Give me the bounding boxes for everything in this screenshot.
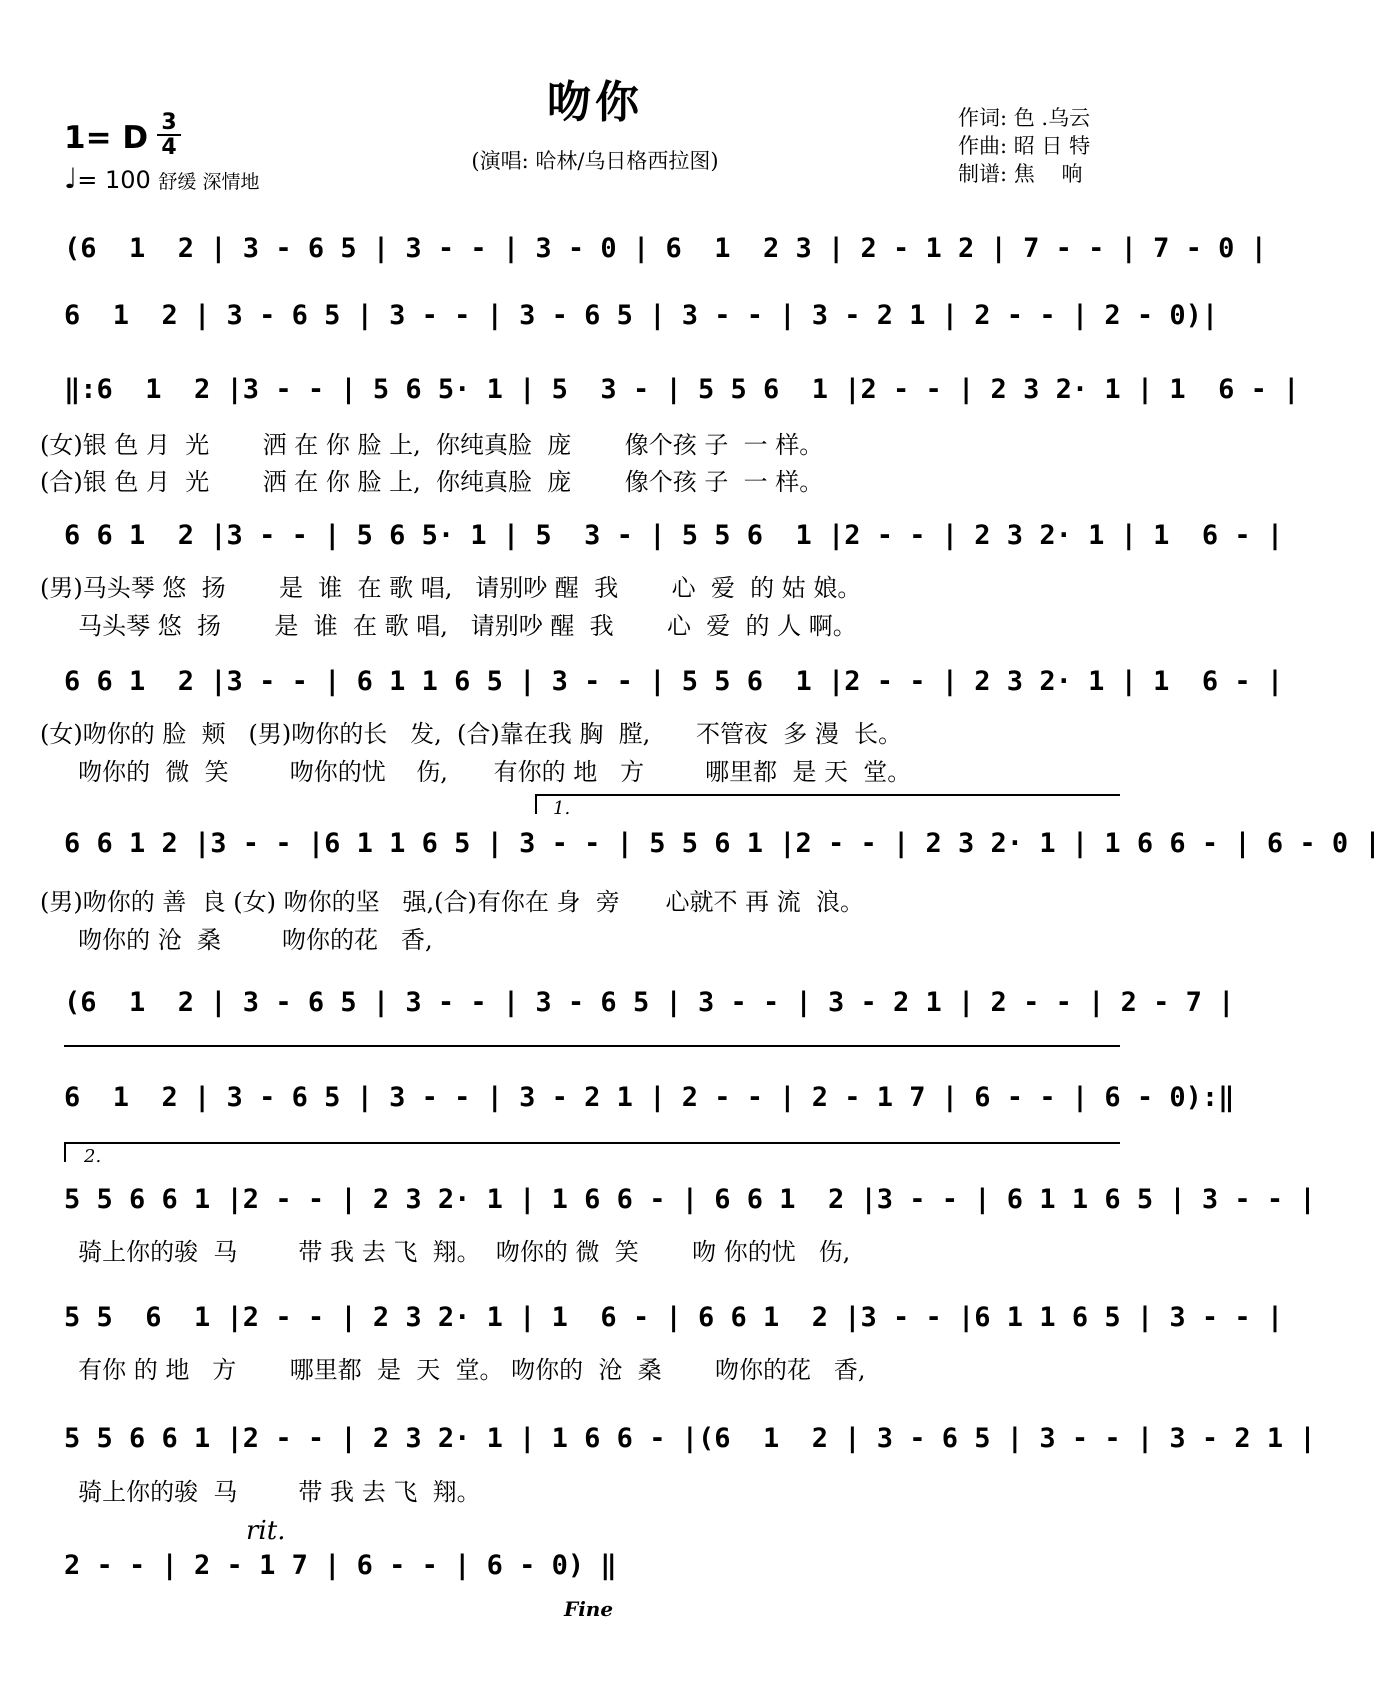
lyric-line-10: 有你 的 地 方 哪里都 是 天 堂。 吻你的 沧 桑 吻你的花 香, [40, 1356, 866, 1384]
singer-credit: (演唱: 哈林/乌日格西拉图) [471, 149, 719, 173]
ending-2-label: 2. [84, 1146, 102, 1167]
notation-row-4: 6 6 1 2 |3 - - | 5 6 5· 1 | 5 3 - | 5 5 6 1 |2 - - | 2 3 2· 1 | 1 6 - | [64, 520, 1284, 551]
ending-2-bracket-edge [64, 1142, 66, 1162]
lyric-line-4: 马头琴 悠 扬 是 谁 在 歌 唱, 请别吵 醒 我 心 爱 的 人 啊。 [40, 612, 857, 640]
song-title: 吻你 [547, 77, 643, 128]
notation-row-7: (6 1 2 | 3 - 6 5 | 3 - - | 3 - 6 5 | 3 - - | 3 - 2 1 | 2 - - | 2 - 7 | [64, 987, 1235, 1018]
transcriber: 制谱: 焦 响 [958, 162, 1083, 186]
lyric-line-2: (合)银 色 月 光 洒 在 你 脸 上, 你纯真脸 庞 像个孩 子 一 样。 [40, 468, 824, 496]
notation-row-3: ‖:6 1 2 |3 - - | 5 6 5· 1 | 5 3 - | 5 5 6 1 |2 - - | 2 3 2· 1 | 1 6 - | [64, 374, 1300, 405]
lyric-line-3: (男)马头琴 悠 扬 是 谁 在 歌 唱, 请别吵 醒 我 心 爱 的 姑 娘。 [40, 574, 862, 602]
composer: 作曲: 昭 日 特 [958, 134, 1091, 158]
tempo-marking [64, 162, 259, 195]
ending-1-extension [64, 1045, 1120, 1047]
ending-1-bracket [535, 794, 1120, 796]
ritardando-mark: rit. [246, 1516, 286, 1546]
time-sig-bottom: 4 [161, 135, 177, 160]
notation-row-5: 6 6 1 2 |3 - - | 6 1 1 6 5 | 3 - - | 5 5 6 1 |2 - - | 2 3 2· 1 | 1 6 - | [64, 666, 1284, 697]
credits [958, 104, 1090, 188]
lyric-line-8: 吻你的 沧 桑 吻你的花 香, [40, 926, 433, 954]
notation-row-12: 2 - - | 2 - 1 7 | 6 - - | 6 - 0) ‖ [64, 1550, 617, 1581]
notation-row-11: 5 5 6 6 1 |2 - - | 2 3 2· 1 | 1 6 6 - |(6 1 2 | 3 - 6 5 | 3 - - | 3 - 2 1 | [64, 1423, 1316, 1454]
notation-row-2: 6 1 2 | 3 - 6 5 | 3 - - | 3 - 6 5 | 3 - - | 3 - 2 1 | 2 - - | 2 - 0)| [64, 300, 1219, 331]
quarter-note-icon: ♩ [64, 162, 78, 195]
fine-mark: Fine [564, 1597, 614, 1621]
lyric-line-9: 骑上你的骏 马 带 我 去 飞 翔。 吻你的 微 笑 吻 你的忧 伤, [40, 1238, 851, 1266]
notation-row-9: 5 5 6 6 1 |2 - - | 2 3 2· 1 | 1 6 6 - | 6 6 1 2 |3 - - | 6 1 1 6 5 | 3 - - | [64, 1184, 1316, 1215]
lyric-line-11: 骑上你的骏 马 带 我 去 飞 翔。 [40, 1478, 481, 1506]
lyric-line-7: (男)吻你的 善 良 (女) 吻你的坚 强,(合)有你在 身 旁 心就不 再 流 浪。 [40, 888, 865, 916]
lyric-line-6: 吻你的 微 笑 吻你的忧 伤, 有你的 地 方 哪里都 是 天 堂。 [40, 758, 912, 786]
notation-row-1: (6 1 2 | 3 - 6 5 | 3 - - | 3 - 0 | 6 1 2 3 | 2 - 1 2 | 7 - - | 7 - 0 | [64, 233, 1267, 264]
notation-row-6: 6 6 1 2 |3 - - |6 1 1 6 5 | 3 - - | 5 5 6 1 |2 - - | 2 3 2· 1 | 1 6 6 - | 6 - 0 | [64, 828, 1381, 859]
time-signature [157, 112, 181, 158]
ending-2-bracket [64, 1142, 1120, 1144]
lyric-line-5: (女)吻你的 脸 颊 (男)吻你的长 发, (合)靠在我 胸 膛, 不管夜 多 漫 长。 [40, 720, 903, 748]
time-sig-top: 3 [161, 110, 177, 135]
notation-row-10: 5 5 6 1 |2 - - | 2 3 2· 1 | 1 6 - | 6 6 1 2 |3 - - |6 1 1 6 5 | 3 - - | [64, 1302, 1284, 1333]
tempo-value: = 100 [77, 166, 151, 194]
notation-row-8: 6 1 2 | 3 - 6 5 | 3 - - | 3 - 2 1 | 2 - - | 2 - 1 7 | 6 - - | 6 - 0):‖ [64, 1082, 1235, 1113]
key-signature: 1= D [64, 120, 149, 156]
lyric-line-1: (女)银 色 月 光 洒 在 你 脸 上, 你纯真脸 庞 像个孩 子 一 样。 [40, 431, 824, 459]
lyricist: 作词: 色 .乌云 [958, 106, 1091, 130]
ending-1-bracket-edge [535, 794, 537, 814]
ending-1-label: 1. [553, 798, 571, 819]
performance-style: 舒缓 深情地 [158, 171, 260, 193]
